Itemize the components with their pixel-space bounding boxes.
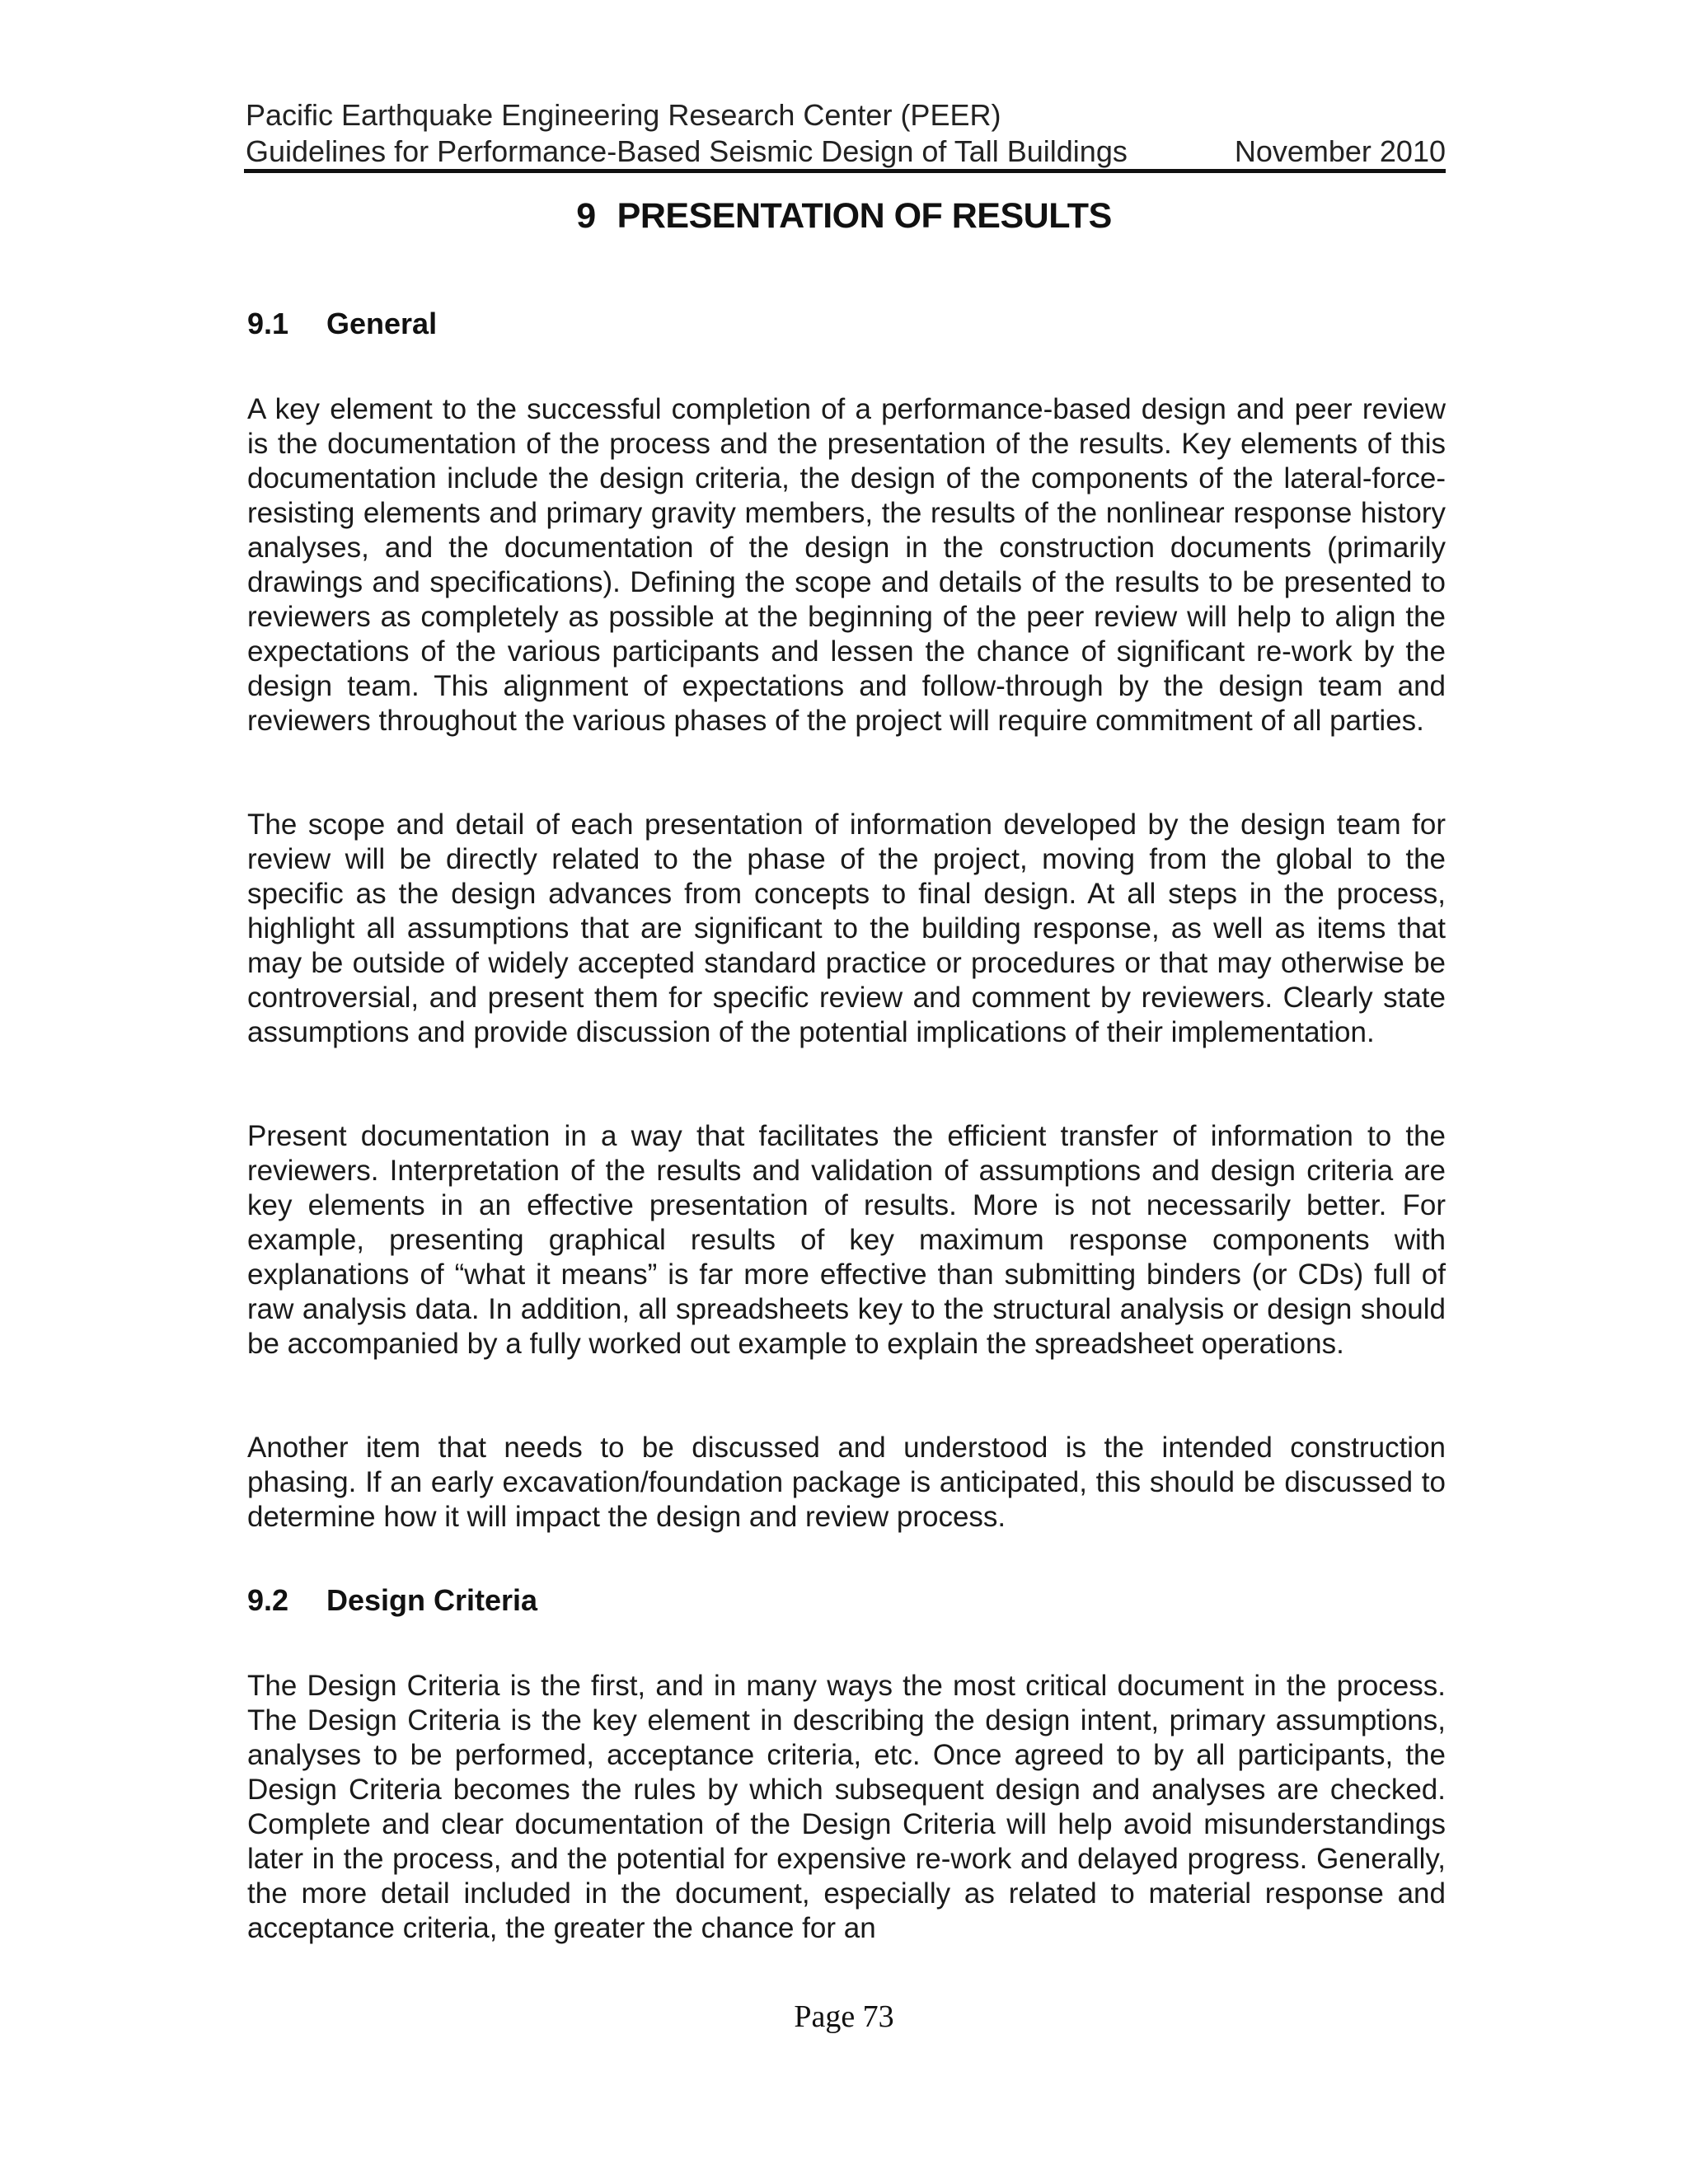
header-document-title: Guidelines for Performance-Based Seismic Design of Tall Buildings <box>246 134 1128 168</box>
section-heading-9-1 <box>247 307 437 341</box>
paragraph: Present documentation in a way that facilitates the efficient transfer of information to the reviewers. Interpretation of the results and validation of assumptions and design criteria are key elements in an effective presentation of results. More is not necessarily better. For example, presenting graphical results of key maximum response components with explanations of “what it means” is far more effective than submitting binders (or CDs) full of raw analysis data. In addition, all spreadsheets key to the structural analysis or design should be accompanied by a fully worked out example to explain the spreadsheet operations. <box>247 1120 1446 1360</box>
header-rule <box>244 169 1446 173</box>
page-number: Page 73 <box>794 1999 894 2034</box>
chapter-title <box>0 196 1688 237</box>
paragraph: The Design Criteria is the first, and in many ways the most critical document in the process. The Design Criteria is the key element in describing the design intent, primary assumptions, analyses to be performed, acceptance criteria, etc. Once agreed to by all participants, the Design Criteria becomes the rules by which subsequent design and analyses are checked. Complete and clear documentation of the Design Criteria will help avoid misunderstandings later in the process, and the potential for expensive re-work and delayed progress. Generally, the more detail included in the document, especially as related to material response and acceptance criteria, the greater the chance for an <box>247 1670 1446 1944</box>
header-line-2 <box>246 134 1446 170</box>
paragraph: A key element to the successful completion of a performance-based design and peer review is the documentation of the process and the presentation of the results. Key elements of this documentation include the design criteria, the design of the components of the lateral-force-resisting elements and primary gravity members, the results of the nonlinear response history analyses, and the documentation of the design in the construction documents (primarily drawings and specifications). Defining the scope and details of the results to be presented to reviewers as completely as possible at the beginning of the peer review will help to align the expectations of the various participants and lessen the chance of significant re-work by the design team. This alignment of expectations and follow-through by the design team and reviewers throughout the various phases of the project will require commitment of all parties. <box>247 393 1446 737</box>
chapter-title-text: PRESENTATION OF RESULTS <box>617 196 1112 236</box>
header-line-1 <box>246 97 1446 134</box>
running-header <box>246 97 1446 170</box>
paragraph: The scope and detail of each presentation of information developed by the design team for review will be directly related to the phase of the project, moving from the global to the specific as the design advances from concepts to final design. At all steps in the process, highlight all assumptions that are significant to the building response, as well as items that may be outside of widely accepted standard practice or procedures or that may otherwise be controversial, and present them for specific review and comment by reviewers. Clearly state assumptions and provide discussion of the potential implications of their implementation. <box>247 808 1446 1048</box>
section-heading-9-2 <box>247 1583 537 1618</box>
section-title: Design Criteria <box>326 1583 538 1617</box>
chapter-number: 9 <box>576 196 596 236</box>
section-title: General <box>326 307 438 340</box>
header-organization: Pacific Earthquake Engineering Research Center (PEER) <box>246 98 1001 132</box>
section-number: 9.2 <box>247 1583 289 1617</box>
paragraph: Another item that needs to be discussed and understood is the intended construction phasing. If an early excavation/foundation package is anticipated, this should be discussed to determine how it will impact the design and review process. <box>247 1432 1446 1533</box>
header-date: November 2010 <box>1234 134 1446 168</box>
section-number: 9.1 <box>247 307 289 340</box>
